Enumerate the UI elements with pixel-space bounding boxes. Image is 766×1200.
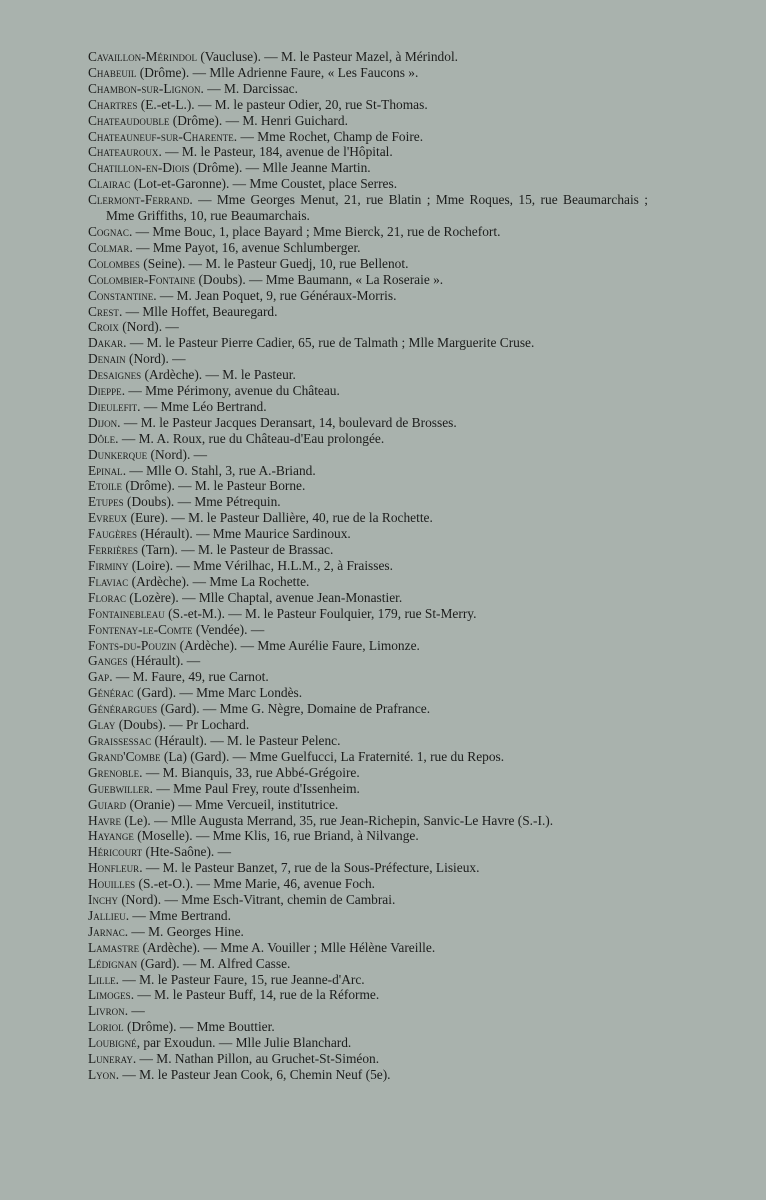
list-entry (88, 176, 648, 192)
entry-details: (Drôme). — M. Henri Guichard. (169, 112, 348, 128)
list-entry (88, 367, 648, 383)
entry-place: Livron (88, 1003, 125, 1019)
list-entry (88, 844, 648, 860)
list-entry (88, 956, 648, 972)
entry-place: Chartres (88, 96, 138, 112)
entry-place: Limoges (88, 987, 131, 1003)
list-entry (88, 129, 648, 145)
list-entry (88, 797, 648, 813)
entry-place: Cognac (88, 223, 129, 239)
entry-place: Chateaudouble (88, 112, 170, 128)
entry-place: Firminy (88, 558, 129, 573)
entry-details: . — M. le Pasteur Banzet, 7, rue de la Sous-Préfecture, Lisieux. (139, 860, 480, 876)
entry-place: Grenoble (88, 764, 140, 780)
entry-place: Loriol (88, 1019, 124, 1035)
list-entry (88, 828, 648, 844)
entry-details: (E.-et-L.). — M. le pasteur Odier, 20, rue St-Thomas. (137, 96, 428, 112)
list-entry (88, 1067, 648, 1083)
entry-place: Dunkerque (88, 446, 148, 462)
list-entry (88, 97, 648, 113)
entry-details: (Vendée). — (192, 621, 265, 637)
list-entry (88, 876, 648, 892)
list-entry (88, 526, 648, 542)
entry-place: Dôle (88, 430, 116, 446)
entry-details: (Drôme). — Mlle Jeanne Martin. (189, 160, 371, 176)
list-entry (88, 494, 648, 510)
entry-place: Croix (88, 319, 119, 335)
entry-place: Houilles (88, 876, 136, 892)
entry-details: (Loire). — Mme Vérilhac, H.L.M., 2, à Fraisses. (128, 558, 393, 573)
entry-details: . — M. le Pasteur Jean Cook, 6, Chemin Neuf (5e). (115, 1067, 391, 1082)
list-entry (88, 65, 648, 81)
entry-place: Héricourt (88, 844, 143, 860)
list-entry (88, 638, 648, 654)
list-entry (88, 987, 648, 1003)
list-entry (88, 590, 648, 606)
list-entry (88, 510, 648, 526)
entry-place: Colombier-Fontaine (88, 271, 196, 287)
entry-details: . — M. le Pasteur Pierre Cadier, 65, rue de Talmath ; Mlle Marguerite Cruse. (123, 335, 535, 351)
entry-details: . — Mme Rochet, Champ de Foire. (233, 128, 424, 144)
entry-place: Lédignan (88, 955, 138, 971)
entry-details: . — Mlle O. Stahl, 3, rue A.-Briand. (122, 462, 316, 478)
list-entry (88, 272, 648, 288)
entry-place: Gap (88, 669, 110, 685)
list-entry (88, 224, 648, 240)
entry-place: Dieppe (88, 383, 122, 399)
entry-place: Etoile (88, 478, 123, 494)
entry-details: . — M. Faure, 49, rue Carnot. (109, 669, 269, 685)
entry-details: (Ardèche). — Mme Aurélie Faure, Limonze. (176, 637, 420, 653)
entry-details: . — M. le Pasteur Faure, 15, rue Jeanne-d'Arc. (115, 971, 365, 987)
list-entry (88, 478, 648, 494)
address-list (88, 49, 648, 1083)
entry-details: . — M. le Pasteur, 184, avenue de l'Hôpital. (158, 144, 393, 160)
entry-details: (Lozère). — Mlle Chaptal, avenue Jean-Monastier. (125, 589, 403, 605)
list-entry (88, 733, 648, 749)
entry-place: Cavaillon-Mérindol (88, 49, 197, 64)
entry-details: (Lot-et-Garonne). — Mme Coustet, place Serres. (130, 176, 398, 192)
entry-place: Chateauneuf-sur-Charente (88, 128, 234, 144)
entry-place: Clermont-Ferrand (88, 192, 190, 208)
list-entry (88, 399, 648, 415)
entry-place: Faugères (88, 526, 137, 542)
entry-details: . — Mme Bertrand. (125, 907, 231, 923)
list-entry (88, 288, 648, 304)
entry-place: Dieulefit (88, 398, 138, 414)
list-entry (88, 1003, 648, 1019)
entry-place: Ferrières (88, 542, 138, 558)
entry-details: . — Mme Périmony, avenue du Château. (121, 383, 340, 399)
list-entry (88, 335, 648, 351)
list-entry (88, 463, 648, 479)
entry-details: (Nord). — (147, 446, 208, 462)
entry-place: Dakar (88, 335, 124, 351)
entry-place: Desaignes (88, 367, 142, 383)
entry-details: (Hte-Saône). — (142, 844, 232, 860)
entry-place: Chateauroux (88, 144, 159, 160)
entry-place: Dijon (88, 414, 118, 430)
list-entry (88, 574, 648, 590)
entry-place: Générargues (88, 701, 158, 717)
entry-details: (Drôme). — Mme Bouttier. (123, 1019, 275, 1035)
list-entry (88, 622, 648, 638)
entry-details: . — Mme Georges Menut, 21, rue Blatin ; Mme Roques, 15, rue Beaumarchais ; Mme Griffiths, 10, rue Beaumarchais. (106, 192, 648, 224)
entry-details: (Drôme). — Mlle Adrienne Faure, « Les Faucons ». (136, 64, 419, 80)
entry-place: Etupes (88, 494, 124, 510)
list-entry (88, 685, 648, 701)
list-entry (88, 860, 648, 876)
entry-place: Colombes (88, 255, 140, 271)
list-entry (88, 81, 648, 97)
entry-place: Chatillon-en-Diois (88, 160, 190, 176)
entry-details: , par Exoudun. — Mlle Julie Blanchard. (136, 1035, 352, 1051)
list-entry (88, 1051, 648, 1067)
entry-place: Flaviac (88, 573, 129, 589)
entry-details: (Tarn). — M. le Pasteur de Brassac. (137, 542, 334, 558)
entry-details: (Vaucluse). — M. le Pasteur Mazel, à Mérindol. (196, 49, 459, 64)
entry-details: (Nord). — (118, 319, 179, 335)
entry-details: . — (124, 1003, 145, 1019)
entry-details: . — M. Georges Hine. (124, 923, 244, 939)
entry-place: Florac (88, 589, 126, 605)
entry-details: (S.-et-M.). — M. le Pasteur Foulquier, 179, rue St-Merry. (164, 605, 477, 621)
entry-place: Evreux (88, 510, 128, 526)
entry-place: Ganges (88, 653, 128, 669)
entry-details: (Ardèche). — Mme A. Vouiller ; Mlle Hélène Vareille. (139, 939, 436, 955)
list-entry (88, 972, 648, 988)
entry-place: Denain (88, 351, 126, 367)
entry-place: Jallieu (88, 907, 126, 923)
entry-details: (Gard). — Mme G. Nègre, Domaine de Prafrance. (157, 701, 431, 717)
entry-details: (Doubs). — Mme Baumann, « La Roseraie ». (195, 271, 444, 287)
entry-place: Glay (88, 717, 116, 733)
list-entry (88, 558, 648, 574)
entry-details: (Nord). — Mme Esch-Vitrant, chemin de Cambrai. (117, 892, 396, 908)
list-entry (88, 717, 648, 733)
list-entry (88, 701, 648, 717)
list-entry (88, 351, 648, 367)
list-entry (88, 749, 648, 765)
entry-place: Constantine (88, 287, 154, 303)
entry-details: (Le). — Mlle Augusta Merrand, 35, rue Jean-Richepin, Sanvic-Le Havre (S.-I.). (121, 812, 554, 828)
entry-place: Fontainebleau (88, 605, 165, 621)
entry-details: . — M. A. Roux, rue du Château-d'Eau prolongée. (115, 430, 385, 446)
entry-details: (Ardèche). — M. le Pasteur. (141, 367, 296, 383)
list-entry (88, 1019, 648, 1035)
entry-place: Fontenay-le-Comte (88, 621, 193, 637)
entry-details: . — M. Nathan Pillon, au Gruchet-St-Siméon. (132, 1051, 380, 1067)
entry-details: (Eure). — M. le Pasteur Dallière, 40, rue de la Rochette. (127, 510, 433, 526)
entry-details: . — M. le Pasteur Buff, 14, rue de la Réforme. (130, 987, 380, 1003)
list-entry (88, 431, 648, 447)
list-entry (88, 542, 648, 558)
entry-place: Havre (88, 812, 122, 828)
list-entry (88, 447, 648, 463)
list-entry (88, 144, 648, 160)
entry-place: Graissessac (88, 732, 152, 748)
list-entry (88, 940, 648, 956)
entry-place: Lille (88, 971, 116, 987)
entry-details: (Doubs). — Mme Pétrequin. (123, 494, 281, 510)
entry-place: Générac (88, 685, 134, 701)
entry-details: (Moselle). — Mme Klis, 16, rue Briand, à Nilvange. (133, 828, 419, 844)
entry-details: (Gard). — M. Alfred Casse. (137, 955, 291, 971)
entry-place: Inchy (88, 892, 118, 908)
list-entry (88, 892, 648, 908)
entry-details: . — M. Bianquis, 33, rue Abbé-Grégoire. (139, 764, 360, 780)
entry-place: Luneray (88, 1051, 133, 1067)
entry-place: Chabeuil (88, 64, 137, 80)
list-entry (88, 781, 648, 797)
entry-details: . — Mme Payot, 16, avenue Schlumberger. (129, 239, 361, 255)
entry-details: (Nord). — (125, 351, 186, 367)
entry-place: Guiard (88, 796, 127, 812)
entry-details: . — M. Darcissac. (200, 80, 298, 96)
entry-details: (Seine). — M. le Pasteur Guedj, 10, rue Bellenot. (139, 255, 409, 271)
list-entry (88, 1035, 648, 1051)
entry-place: Grand'Combe (88, 748, 161, 764)
entry-place: Hayange (88, 828, 134, 844)
list-entry (88, 240, 648, 256)
list-entry (88, 653, 648, 669)
list-entry (88, 256, 648, 272)
list-entry (88, 113, 648, 129)
entry-place: Lamastre (88, 939, 140, 955)
list-entry (88, 813, 648, 829)
entry-details: (Drôme). — M. le Pasteur Borne. (122, 478, 306, 494)
list-entry (88, 606, 648, 622)
entry-details: (Ardèche). — Mme La Rochette. (128, 573, 310, 589)
entry-place: Fonts-du-Pouzin (88, 637, 177, 653)
list-entry (88, 669, 648, 685)
entry-details: (Hérault). — Mme Maurice Sardinoux. (136, 526, 351, 542)
entry-details: . — Mlle Hoffet, Beauregard. (118, 303, 278, 319)
entry-details: . — M. Jean Poquet, 9, rue Généraux-Morris. (153, 287, 397, 303)
entry-place: Crest (88, 303, 119, 319)
entry-details: (S.-et-O.). — Mme Marie, 46, avenue Foch. (135, 876, 376, 892)
entry-place: Colmar (88, 239, 130, 255)
entry-details: . — Mme Paul Frey, route d'Issenheim. (149, 780, 360, 796)
entry-details: (Oranie) — Mme Vercueil, institutrice. (126, 796, 339, 812)
entry-place: Jarnac (88, 923, 125, 939)
entry-place: Chambon-sur-Lignon (88, 80, 201, 96)
list-entry (88, 304, 648, 320)
entry-place: Epinal (88, 462, 123, 478)
list-entry (88, 383, 648, 399)
entry-details: . — Mme Bouc, 1, place Bayard ; Mme Bierck, 21, rue de Rochefort. (128, 223, 501, 239)
entry-details: (Doubs). — Pr Lochard. (115, 717, 250, 733)
entry-details: (Gard). — Mme Marc Londès. (133, 685, 303, 701)
entry-details: . — M. le Pasteur Jacques Deransart, 14, boulevard de Brosses. (117, 414, 457, 430)
entry-details: (Hérault). — M. le Pasteur Pelenc. (151, 732, 341, 748)
entry-place: Guebwiller (88, 780, 150, 796)
entry-details: (Hérault). — (127, 653, 201, 669)
list-entry (88, 765, 648, 781)
entry-details: . — Mme Léo Bertrand. (137, 398, 267, 414)
list-entry (88, 192, 648, 224)
list-entry (88, 924, 648, 940)
list-entry (88, 319, 648, 335)
entry-place: Lyon (88, 1067, 116, 1082)
entry-place: Honfleur (88, 860, 140, 876)
list-entry (88, 415, 648, 431)
entry-place: Clairac (88, 176, 131, 192)
list-entry (88, 160, 648, 176)
list-entry (88, 49, 648, 65)
entry-place: Loubigné (88, 1035, 137, 1051)
list-entry (88, 908, 648, 924)
entry-details: (La) (Gard). — Mme Guelfucci, La Fraternité. 1, rue du Repos. (160, 748, 505, 764)
